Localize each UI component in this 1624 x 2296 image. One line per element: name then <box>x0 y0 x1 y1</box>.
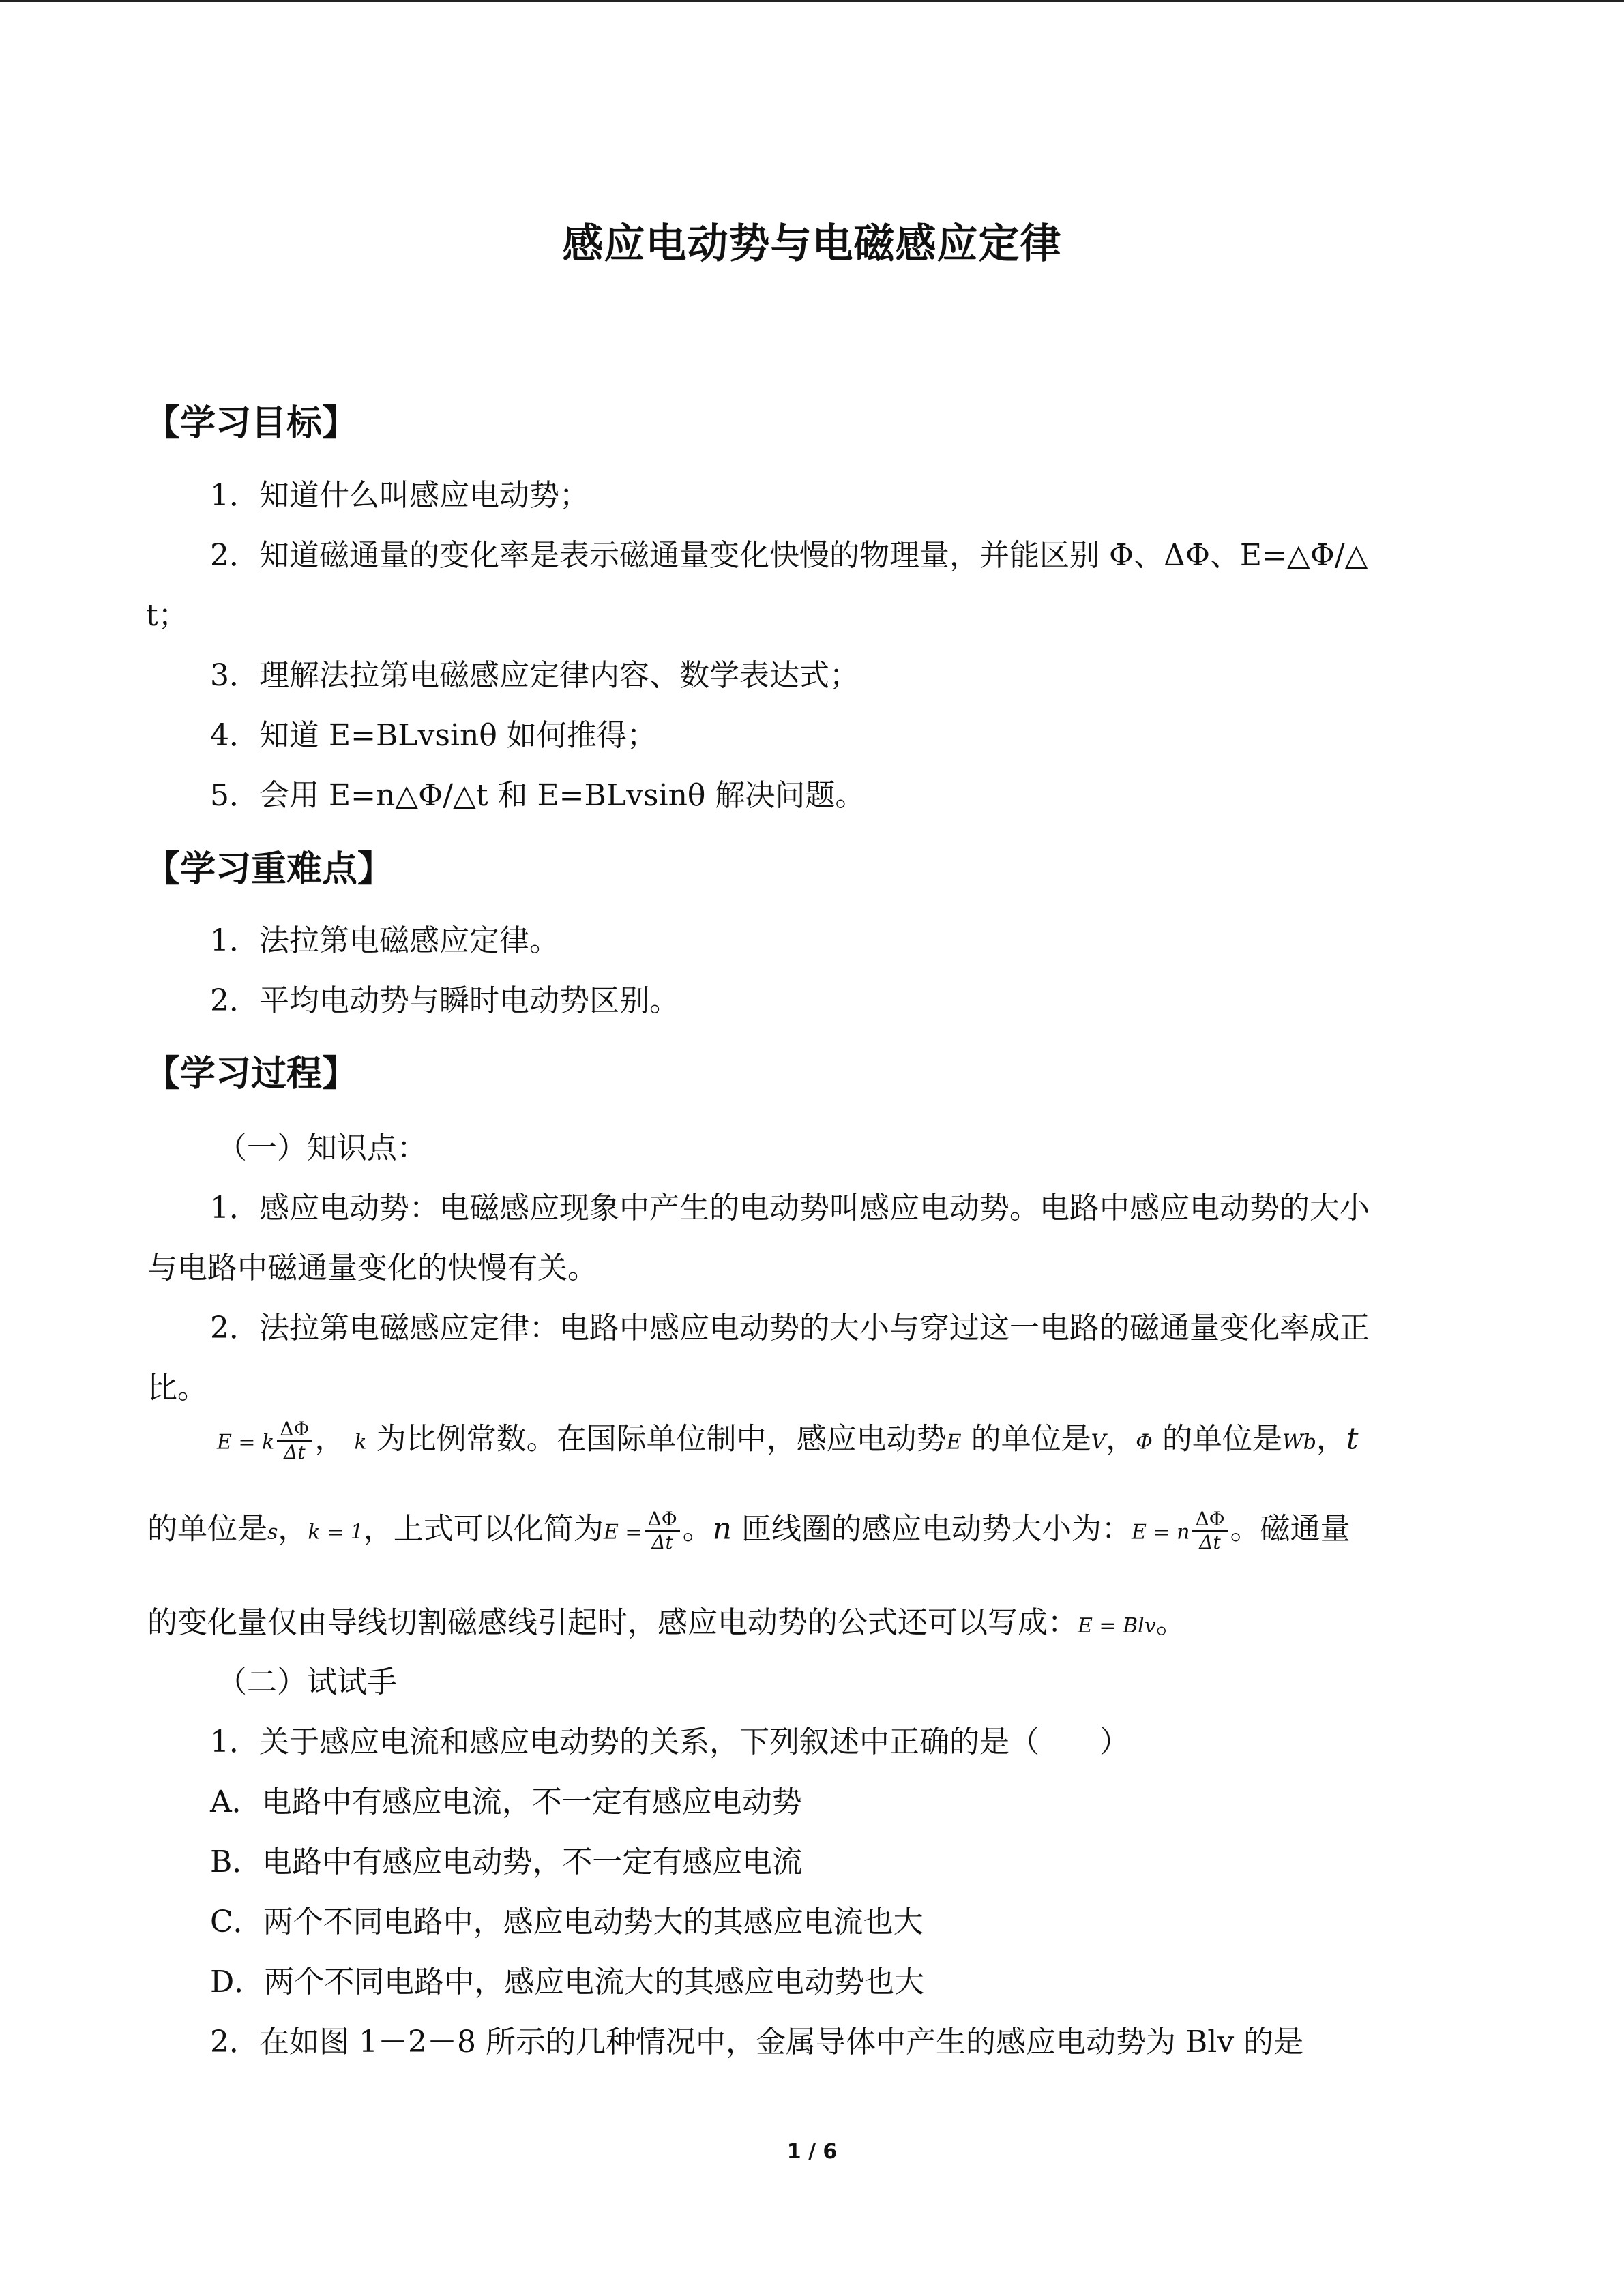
section-heading-keypoints: 【学习重难点】 <box>145 849 394 890</box>
goal-item: 4．知道 E=BLvsinθ 如何推得； <box>210 718 657 753</box>
question-1: 1．关于感应电流和感应电动势的关系，下列叙述中正确的是（ ） <box>210 1725 1130 1759</box>
paragraph-line: 2．法拉第电磁感应定律：电路中感应电动势的大小与穿过这一电路的磁通量变化率成正 <box>210 1311 1370 1345</box>
goal-item: 5．会用 E=n△Φ/△t 和 E=BLvsinθ 解决问题。 <box>210 778 866 813</box>
formula-fraction: $\frac{\Delta\Phi}{\Delta t}$ <box>645 1508 679 1553</box>
formula-fraction: $\frac{\Delta\Phi}{\Delta t}$ <box>277 1418 312 1463</box>
goal-item: 2．知道磁通量的变化率是表示磁通量变化快慢的物理量，并能区别 Φ、ΔΦ、E=△Φ/△ <box>210 538 1368 573</box>
page-title: 感应电动势与电磁感应定律 <box>562 220 1062 268</box>
section-heading-process: 【学习过程】 <box>145 1054 358 1094</box>
formula-line-1: E = k $\frac{\Delta\Phi}{\Delta t}$ ， k 为比例常数。在国际单位制中，感应电动势E 的单位是V，Φ 的单位是Wb，t <box>217 1418 1359 1464</box>
option-c: C．两个不同电路中，感应电动势大的其感应电流也大 <box>210 1905 924 1939</box>
formula-fraction: $\frac{\Delta\Phi}{\Delta t}$ <box>1192 1508 1227 1553</box>
keypoint-item: 2．平均电动势与瞬时电动势区别。 <box>210 983 679 1018</box>
top-border-line <box>0 0 1624 2</box>
section-heading-goals: 【学习目标】 <box>145 403 358 444</box>
goal-item-continuation: t； <box>146 598 188 633</box>
option-d: D．两个不同电路中，感应电流大的其感应电动势也大 <box>210 1965 925 1999</box>
goal-item: 3．理解法拉第电磁感应定律内容、数学表达式； <box>210 658 859 693</box>
keypoint-item: 1．法拉第电磁感应定律。 <box>210 923 559 958</box>
formula-line-2: 的单位是s，k = 1，上式可以化简为E = $\frac{\Delta\Phi}{\Delta t}$ 。n 匝线圈的感应电动势大小为：E = n $\frac{\Delta\Phi}{\Delta t}$ 。磁通量 <box>147 1508 1350 1554</box>
option-a: A．电路中有感应电流，不一定有感应电动势 <box>210 1785 802 1819</box>
goal-item: 1．知道什么叫感应电动势； <box>210 478 589 513</box>
subheading-knowledge: （一）知识点： <box>217 1131 427 1165</box>
paragraph-line: 与电路中磁通量变化的快慢有关。 <box>147 1251 597 1285</box>
page-number: 1 / 6 <box>786 2140 838 2164</box>
question-2: 2．在如图 1－2－8 所示的几种情况中，金属导体中产生的感应电动势为 Blv 的是 <box>210 2025 1304 2059</box>
option-b: B．电路中有感应电动势，不一定有感应电流 <box>210 1845 803 1879</box>
paragraph-line: 1．感应电动势：电磁感应现象中产生的电动势叫感应电动势。电路中感应电动势的大小 <box>210 1191 1370 1225</box>
formula-lhs: E = k <box>217 1430 275 1455</box>
formula-line-3: 的变化量仅由导线切割磁感线引起时，感应电动势的公式还可以写成：E = Blv。 <box>147 1605 1186 1640</box>
subheading-practice: （二）试试手 <box>217 1665 397 1699</box>
paragraph-line: 比。 <box>147 1371 207 1405</box>
